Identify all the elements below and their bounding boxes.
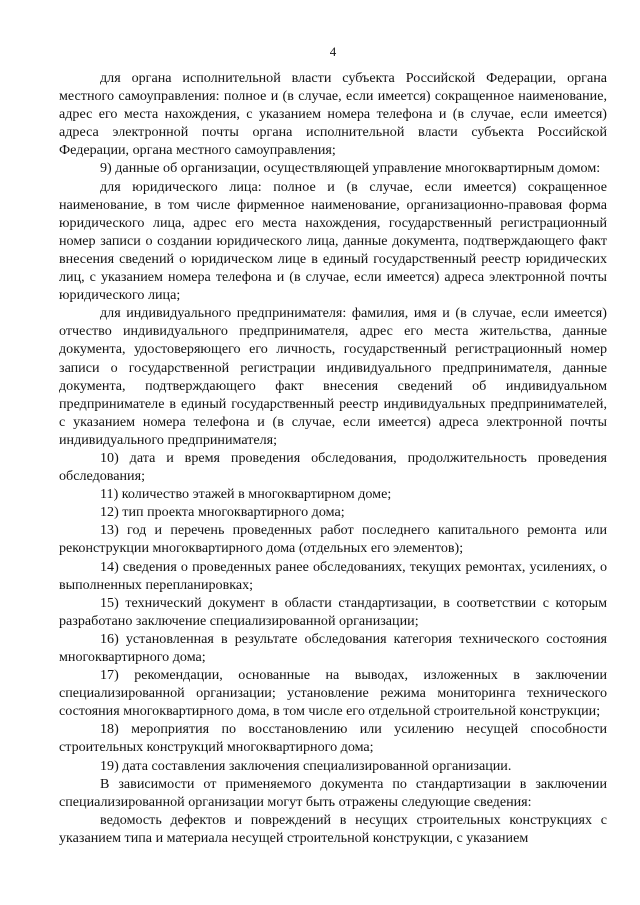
paragraph-item-19: 19) дата составления заключения специализированной организации. bbox=[100, 757, 512, 774]
page-number: 4 bbox=[329, 44, 337, 59]
paragraph-item-11: 11) количество этажей в многоквартирном доме; bbox=[100, 486, 392, 503]
paragraph-item-15: 15) технический документ в области стандартизации, в соответствии с которым разработано заключение специализированной организации; bbox=[59, 594, 607, 629]
paragraph-item-10: 10) дата и время проведения обследования, продолжительность проведения обследования; bbox=[59, 449, 607, 485]
paragraph-item-9: 9) данные об организации, осуществляющей управление многоквартирным домом: bbox=[100, 160, 601, 177]
paragraph-legal-entity: для юридического лица: полное и (в случае, если имеется) сокращенное наименование, в том числе фирменное наименование, организационно-правовая форма юридического лица, адрес его места нахождения, государственный регистрационный номер записи о создании юридического лица, данные документа, подтверждающего факт внесения сведений о юридическом лице в единый государственный реестр юридических лиц, с указанием номера телефона и (в случае, если имеется) адреса электронной почты юридического лица; bbox=[59, 178, 607, 304]
paragraph-item-18: 18) мероприятия по восстановлению или усилению несущей способности строительных конструкций многоквартирного дома; bbox=[59, 721, 607, 756]
paragraph-authority-details: для органа исполнительной власти субъекта Российской Федерации, органа местного самоуправления: полное и (в случае, если имеется) сокращенное наименование, адрес его места нахождения, с указанием номера телефона и (в случае, если имеется) адреса электронной почты органа исполнительной власти субъекта Российской Федерации, органа местного самоуправления; bbox=[59, 70, 607, 159]
paragraph-dependency-note: В зависимости от применяемого документа по стандартизации в заключении специализированной организации могут быть отражены следующие сведения: bbox=[59, 775, 607, 810]
paragraph-item-14: 14) сведения о проведенных ранее обследованиях, текущих ремонтах, усилениях, о выполненных перепланировках; bbox=[59, 558, 607, 593]
paragraph-item-12: 12) тип проекта многоквартирного дома; bbox=[100, 504, 345, 521]
paragraph-individual-entrepreneur: для индивидуального предпринимателя: фамилия, имя и (в случае, если имеется) отчество индивидуального предпринимателя, адрес его места жительства, данные документа, удостоверяющего его личность, государственный регистрационный номер записи о государственной регистрации индивидуального предпринимателя, данные документа, подтверждающего факт внесения сведений об индивидуальном предпринимателе в единый государственный реестр индивидуальных предпринимателей, с указанием номера телефона и (в случае, если имеется) адреса электронной почты индивидуального предпринимателя; bbox=[59, 305, 607, 448]
paragraph-item-13: 13) год и перечень проведенных работ последнего капитального ремонта или реконструкции многоквартирного дома (отдельных его элементов); bbox=[59, 522, 607, 557]
paragraph-item-16: 16) установленная в результате обследования категория технического состояния многоквартирного дома; bbox=[59, 630, 607, 665]
paragraph-item-17: 17) рекомендации, основанные на выводах, изложенных в заключении специализированной организации; установление режима мониторинга технического состояния многоквартирного дома, в том числе его отдельной строительной конструкции; bbox=[59, 667, 607, 720]
paragraph-defects-list: ведомость дефектов и повреждений в несущих строительных конструкциях с указанием типа и материала несущей строительной конструкции, с указанием bbox=[59, 811, 607, 846]
